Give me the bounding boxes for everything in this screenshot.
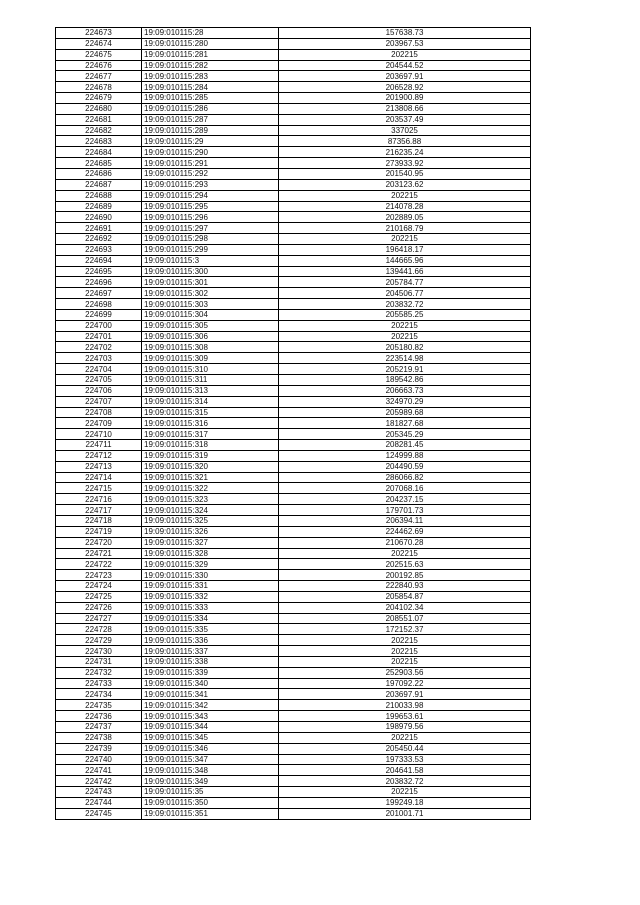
- table-row: [56, 309, 531, 320]
- cadastral-number-cell: 19:09:010115:289: [142, 125, 279, 136]
- cadastral-number-cell: 19:09:010115:294: [142, 190, 279, 201]
- value-cell: 207068.16: [279, 483, 531, 494]
- cadastral-number-cell: 19:09:010115:292: [142, 168, 279, 179]
- row-id-cell: 224673: [56, 28, 142, 39]
- value-cell: 208281.45: [279, 440, 531, 451]
- row-id-cell: 224677: [56, 71, 142, 82]
- value-cell: 205219.91: [279, 364, 531, 375]
- value-cell: 181827.68: [279, 418, 531, 429]
- cadastral-number-cell: 19:09:010115:293: [142, 179, 279, 190]
- table-row: [56, 168, 531, 179]
- value-cell: 203123.62: [279, 179, 531, 190]
- row-id-cell: 224684: [56, 147, 142, 158]
- table-row: [56, 754, 531, 765]
- row-id-cell: 224698: [56, 299, 142, 310]
- value-cell: 202215: [279, 635, 531, 646]
- table-row: [56, 353, 531, 364]
- value-cell: 202215: [279, 656, 531, 667]
- row-id-cell: 224727: [56, 613, 142, 624]
- value-cell: 202515.63: [279, 559, 531, 570]
- table-row: [56, 700, 531, 711]
- table-row: [56, 299, 531, 310]
- value-cell: 189542.86: [279, 375, 531, 386]
- row-id-cell: 224687: [56, 179, 142, 190]
- table-row: [56, 277, 531, 288]
- value-cell: 205345.29: [279, 429, 531, 440]
- row-id-cell: 224737: [56, 722, 142, 733]
- row-id-cell: 224709: [56, 418, 142, 429]
- value-cell: 202215: [279, 49, 531, 60]
- cadastral-number-cell: 19:09:010115:345: [142, 732, 279, 743]
- cadastral-number-cell: 19:09:010115:332: [142, 591, 279, 602]
- cadastral-number-cell: 19:09:010115:35: [142, 787, 279, 798]
- row-id-cell: 224743: [56, 787, 142, 798]
- value-cell: 202215: [279, 331, 531, 342]
- cadastral-number-cell: 19:09:010115:313: [142, 385, 279, 396]
- value-cell: 205180.82: [279, 342, 531, 353]
- value-cell: 252903.56: [279, 667, 531, 678]
- row-id-cell: 224718: [56, 515, 142, 526]
- value-cell: 205784.77: [279, 277, 531, 288]
- cadastral-number-cell: 19:09:010115:347: [142, 754, 279, 765]
- cadastral-number-cell: 19:09:010115:337: [142, 646, 279, 657]
- row-id-cell: 224731: [56, 656, 142, 667]
- cadastral-number-cell: 19:09:010115:287: [142, 114, 279, 125]
- cadastral-number-cell: 19:09:010115:285: [142, 93, 279, 104]
- table-row: [56, 602, 531, 613]
- row-id-cell: 224735: [56, 700, 142, 711]
- table-row: [56, 93, 531, 104]
- cadastral-number-cell: 19:09:010115:284: [142, 82, 279, 93]
- row-id-cell: 224674: [56, 38, 142, 49]
- cadastral-number-cell: 19:09:010115:340: [142, 678, 279, 689]
- row-id-cell: 224712: [56, 450, 142, 461]
- cadastral-number-cell: 19:09:010115:280: [142, 38, 279, 49]
- value-cell: 273933.92: [279, 158, 531, 169]
- row-id-cell: 224694: [56, 255, 142, 266]
- value-cell: 204237.15: [279, 494, 531, 505]
- row-id-cell: 224720: [56, 537, 142, 548]
- value-cell: 202215: [279, 787, 531, 798]
- value-cell: 124999.88: [279, 450, 531, 461]
- table-row: [56, 461, 531, 472]
- row-id-cell: 224678: [56, 82, 142, 93]
- value-cell: 203537.49: [279, 114, 531, 125]
- table-row: [56, 429, 531, 440]
- row-id-cell: 224722: [56, 559, 142, 570]
- cadastral-number-cell: 19:09:010115:291: [142, 158, 279, 169]
- cadastral-number-cell: 19:09:010115:315: [142, 407, 279, 418]
- cadastral-number-cell: 19:09:010115:299: [142, 244, 279, 255]
- row-id-cell: 224679: [56, 93, 142, 104]
- row-id-cell: 224734: [56, 689, 142, 700]
- value-cell: 208551.07: [279, 613, 531, 624]
- cadastral-number-cell: 19:09:010115:327: [142, 537, 279, 548]
- value-cell: 202215: [279, 548, 531, 559]
- value-cell: 210670.28: [279, 537, 531, 548]
- value-cell: 204506.77: [279, 288, 531, 299]
- table-row: [56, 505, 531, 516]
- value-cell: 203832.72: [279, 299, 531, 310]
- table-row: [56, 147, 531, 158]
- value-cell: 157638.73: [279, 28, 531, 39]
- row-id-cell: 224733: [56, 678, 142, 689]
- table-row: [56, 266, 531, 277]
- row-id-cell: 224725: [56, 591, 142, 602]
- value-cell: 205989.68: [279, 407, 531, 418]
- value-cell: 201540.95: [279, 168, 531, 179]
- value-cell: 202215: [279, 320, 531, 331]
- cadastral-number-cell: 19:09:010115:302: [142, 288, 279, 299]
- row-id-cell: 224683: [56, 136, 142, 147]
- row-id-cell: 224695: [56, 266, 142, 277]
- row-id-cell: 224699: [56, 309, 142, 320]
- table-row: [56, 646, 531, 657]
- table-row: [56, 38, 531, 49]
- cadastral-number-cell: 19:09:010115:335: [142, 624, 279, 635]
- row-id-cell: 224705: [56, 375, 142, 386]
- row-id-cell: 224744: [56, 797, 142, 808]
- table-body: [56, 28, 531, 820]
- value-cell: 198979.56: [279, 722, 531, 733]
- table-row: [56, 190, 531, 201]
- table-row: [56, 678, 531, 689]
- row-id-cell: 224686: [56, 168, 142, 179]
- value-cell: 337025: [279, 125, 531, 136]
- value-cell: 202215: [279, 646, 531, 657]
- cadastral-number-cell: 19:09:010115:342: [142, 700, 279, 711]
- cadastral-number-cell: 19:09:010115:320: [142, 461, 279, 472]
- value-cell: 206394.11: [279, 515, 531, 526]
- table-row: [56, 722, 531, 733]
- cadastral-number-cell: 19:09:010115:300: [142, 266, 279, 277]
- row-id-cell: 224729: [56, 635, 142, 646]
- table-row: [56, 114, 531, 125]
- row-id-cell: 224713: [56, 461, 142, 472]
- row-id-cell: 224715: [56, 483, 142, 494]
- cadastral-number-cell: 19:09:010115:306: [142, 331, 279, 342]
- cadastral-number-cell: 19:09:010115:333: [142, 602, 279, 613]
- table-row: [56, 808, 531, 819]
- row-id-cell: 224688: [56, 190, 142, 201]
- row-id-cell: 224738: [56, 732, 142, 743]
- cadastral-number-cell: 19:09:010115:348: [142, 765, 279, 776]
- table-row: [56, 494, 531, 505]
- table-row: [56, 483, 531, 494]
- table-row: [56, 591, 531, 602]
- table-row: [56, 212, 531, 223]
- value-cell: 210033.98: [279, 700, 531, 711]
- cadastral-number-cell: 19:09:010115:286: [142, 103, 279, 114]
- cadastral-number-cell: 19:09:010115:314: [142, 396, 279, 407]
- cadastral-number-cell: 19:09:010115:317: [142, 429, 279, 440]
- table-row: [56, 28, 531, 39]
- table-row: [56, 136, 531, 147]
- table-row: [56, 342, 531, 353]
- row-id-cell: 224716: [56, 494, 142, 505]
- value-cell: 223514.98: [279, 353, 531, 364]
- table-row: [56, 320, 531, 331]
- cadastral-number-cell: 19:09:010115:309: [142, 353, 279, 364]
- row-id-cell: 224682: [56, 125, 142, 136]
- cadastral-number-cell: 19:09:010115:343: [142, 711, 279, 722]
- value-cell: 206528.92: [279, 82, 531, 93]
- cadastral-number-cell: 19:09:010115:303: [142, 299, 279, 310]
- value-cell: 196418.17: [279, 244, 531, 255]
- table-row: [56, 234, 531, 245]
- row-id-cell: 224685: [56, 158, 142, 169]
- row-id-cell: 224730: [56, 646, 142, 657]
- value-cell: 204102.34: [279, 602, 531, 613]
- row-id-cell: 224707: [56, 396, 142, 407]
- row-id-cell: 224702: [56, 342, 142, 353]
- table-row: [56, 49, 531, 60]
- row-id-cell: 224721: [56, 548, 142, 559]
- value-cell: 202889.05: [279, 212, 531, 223]
- cadastral-number-cell: 19:09:010115:336: [142, 635, 279, 646]
- value-cell: 87356.88: [279, 136, 531, 147]
- cadastral-number-cell: 19:09:010115:330: [142, 570, 279, 581]
- value-cell: 203697.91: [279, 71, 531, 82]
- table-row: [56, 613, 531, 624]
- value-cell: 222840.93: [279, 581, 531, 592]
- cadastral-number-cell: 19:09:010115:28: [142, 28, 279, 39]
- row-id-cell: 224711: [56, 440, 142, 451]
- table-row: [56, 125, 531, 136]
- table-row: [56, 776, 531, 787]
- value-cell: 144665.96: [279, 255, 531, 266]
- cadastral-number-cell: 19:09:010115:329: [142, 559, 279, 570]
- row-id-cell: 224714: [56, 472, 142, 483]
- table-row: [56, 407, 531, 418]
- row-id-cell: 224742: [56, 776, 142, 787]
- row-id-cell: 224680: [56, 103, 142, 114]
- table-row: [56, 103, 531, 114]
- row-id-cell: 224708: [56, 407, 142, 418]
- value-cell: 205854.87: [279, 591, 531, 602]
- table-row: [56, 82, 531, 93]
- cadastral-number-cell: 19:09:010115:311: [142, 375, 279, 386]
- cadastral-number-cell: 19:09:010115:326: [142, 526, 279, 537]
- value-cell: 139441.66: [279, 266, 531, 277]
- cadastral-number-cell: 19:09:010115:341: [142, 689, 279, 700]
- table-row: [56, 244, 531, 255]
- row-id-cell: 224745: [56, 808, 142, 819]
- row-id-cell: 224723: [56, 570, 142, 581]
- row-id-cell: 224700: [56, 320, 142, 331]
- row-id-cell: 224690: [56, 212, 142, 223]
- value-cell: 202215: [279, 732, 531, 743]
- table-row: [56, 179, 531, 190]
- row-id-cell: 224701: [56, 331, 142, 342]
- table-row: [56, 158, 531, 169]
- cadastral-number-cell: 19:09:010115:339: [142, 667, 279, 678]
- table-row: [56, 60, 531, 71]
- cadastral-number-cell: 19:09:010115:334: [142, 613, 279, 624]
- table-row: [56, 255, 531, 266]
- cadastral-number-cell: 19:09:010115:296: [142, 212, 279, 223]
- table-row: [56, 656, 531, 667]
- value-cell: 213808.66: [279, 103, 531, 114]
- cadastral-number-cell: 19:09:010115:290: [142, 147, 279, 158]
- value-cell: 202215: [279, 190, 531, 201]
- value-cell: 205585.25: [279, 309, 531, 320]
- row-id-cell: 224693: [56, 244, 142, 255]
- cadastral-number-cell: 19:09:010115:351: [142, 808, 279, 819]
- value-cell: 199249.18: [279, 797, 531, 808]
- value-cell: 197333.53: [279, 754, 531, 765]
- value-cell: 224462.69: [279, 526, 531, 537]
- table-row: [56, 581, 531, 592]
- row-id-cell: 224676: [56, 60, 142, 71]
- cadastral-number-cell: 19:09:010115:3: [142, 255, 279, 266]
- row-id-cell: 224691: [56, 223, 142, 234]
- table-row: [56, 472, 531, 483]
- table-row: [56, 570, 531, 581]
- table-row: [56, 765, 531, 776]
- cadastral-number-cell: 19:09:010115:324: [142, 505, 279, 516]
- table-row: [56, 548, 531, 559]
- table-row: [56, 797, 531, 808]
- data-table: [55, 27, 531, 820]
- cadastral-number-cell: 19:09:010115:308: [142, 342, 279, 353]
- value-cell: 216235.24: [279, 147, 531, 158]
- value-cell: 201900.89: [279, 93, 531, 104]
- table-row: [56, 288, 531, 299]
- table-row: [56, 375, 531, 386]
- table-row: [56, 71, 531, 82]
- value-cell: 197092.22: [279, 678, 531, 689]
- table-row: [56, 624, 531, 635]
- row-id-cell: 224717: [56, 505, 142, 516]
- table-row: [56, 331, 531, 342]
- table-row: [56, 667, 531, 678]
- value-cell: 201001.71: [279, 808, 531, 819]
- cadastral-number-cell: 19:09:010115:338: [142, 656, 279, 667]
- table-row: [56, 689, 531, 700]
- table-row: [56, 559, 531, 570]
- row-id-cell: 224732: [56, 667, 142, 678]
- row-id-cell: 224706: [56, 385, 142, 396]
- row-id-cell: 224728: [56, 624, 142, 635]
- cadastral-number-cell: 19:09:010115:323: [142, 494, 279, 505]
- table-row: [56, 440, 531, 451]
- row-id-cell: 224710: [56, 429, 142, 440]
- row-id-cell: 224741: [56, 765, 142, 776]
- row-id-cell: 224726: [56, 602, 142, 613]
- value-cell: 199653.61: [279, 711, 531, 722]
- cadastral-number-cell: 19:09:010115:319: [142, 450, 279, 461]
- value-cell: 203697.91: [279, 689, 531, 700]
- table-row: [56, 537, 531, 548]
- value-cell: 324970.29: [279, 396, 531, 407]
- table-row: [56, 515, 531, 526]
- row-id-cell: 224697: [56, 288, 142, 299]
- value-cell: 214078.28: [279, 201, 531, 212]
- table-row: [56, 418, 531, 429]
- value-cell: 179701.73: [279, 505, 531, 516]
- table-row: [56, 450, 531, 461]
- cadastral-number-cell: 19:09:010115:29: [142, 136, 279, 147]
- value-cell: 172152.37: [279, 624, 531, 635]
- row-id-cell: 224689: [56, 201, 142, 212]
- cadastral-number-cell: 19:09:010115:297: [142, 223, 279, 234]
- cadastral-number-cell: 19:09:010115:346: [142, 743, 279, 754]
- table-row: [56, 711, 531, 722]
- cadastral-number-cell: 19:09:010115:304: [142, 309, 279, 320]
- cadastral-number-cell: 19:09:010115:350: [142, 797, 279, 808]
- value-cell: 286066.82: [279, 472, 531, 483]
- table-row: [56, 732, 531, 743]
- value-cell: 205450.44: [279, 743, 531, 754]
- table-row: [56, 635, 531, 646]
- row-id-cell: 224740: [56, 754, 142, 765]
- cadastral-number-cell: 19:09:010115:349: [142, 776, 279, 787]
- value-cell: 204544.52: [279, 60, 531, 71]
- value-cell: 200192.85: [279, 570, 531, 581]
- table-row: [56, 787, 531, 798]
- table-row: [56, 201, 531, 212]
- row-id-cell: 224719: [56, 526, 142, 537]
- value-cell: 203832.72: [279, 776, 531, 787]
- cadastral-number-cell: 19:09:010115:328: [142, 548, 279, 559]
- row-id-cell: 224696: [56, 277, 142, 288]
- value-cell: 210168.79: [279, 223, 531, 234]
- row-id-cell: 224739: [56, 743, 142, 754]
- value-cell: 202215: [279, 234, 531, 245]
- cadastral-number-cell: 19:09:010115:331: [142, 581, 279, 592]
- cadastral-number-cell: 19:09:010115:282: [142, 60, 279, 71]
- value-cell: 204490.59: [279, 461, 531, 472]
- table-row: [56, 223, 531, 234]
- row-id-cell: 224736: [56, 711, 142, 722]
- cadastral-number-cell: 19:09:010115:322: [142, 483, 279, 494]
- cadastral-number-cell: 19:09:010115:318: [142, 440, 279, 451]
- row-id-cell: 224724: [56, 581, 142, 592]
- cadastral-number-cell: 19:09:010115:281: [142, 49, 279, 60]
- row-id-cell: 224704: [56, 364, 142, 375]
- table-row: [56, 396, 531, 407]
- row-id-cell: 224681: [56, 114, 142, 125]
- cadastral-number-cell: 19:09:010115:305: [142, 320, 279, 331]
- cadastral-number-cell: 19:09:010115:316: [142, 418, 279, 429]
- table-row: [56, 743, 531, 754]
- value-cell: 206663.73: [279, 385, 531, 396]
- row-id-cell: 224703: [56, 353, 142, 364]
- row-id-cell: 224692: [56, 234, 142, 245]
- value-cell: 203967.53: [279, 38, 531, 49]
- cadastral-number-cell: 19:09:010115:321: [142, 472, 279, 483]
- cadastral-number-cell: 19:09:010115:298: [142, 234, 279, 245]
- row-id-cell: 224675: [56, 49, 142, 60]
- cadastral-number-cell: 19:09:010115:283: [142, 71, 279, 82]
- table-row: [56, 385, 531, 396]
- cadastral-number-cell: 19:09:010115:295: [142, 201, 279, 212]
- cadastral-number-cell: 19:09:010115:344: [142, 722, 279, 733]
- cadastral-number-cell: 19:09:010115:310: [142, 364, 279, 375]
- table-row: [56, 526, 531, 537]
- value-cell: 204641.58: [279, 765, 531, 776]
- table-row: [56, 364, 531, 375]
- cadastral-number-cell: 19:09:010115:325: [142, 515, 279, 526]
- cadastral-number-cell: 19:09:010115:301: [142, 277, 279, 288]
